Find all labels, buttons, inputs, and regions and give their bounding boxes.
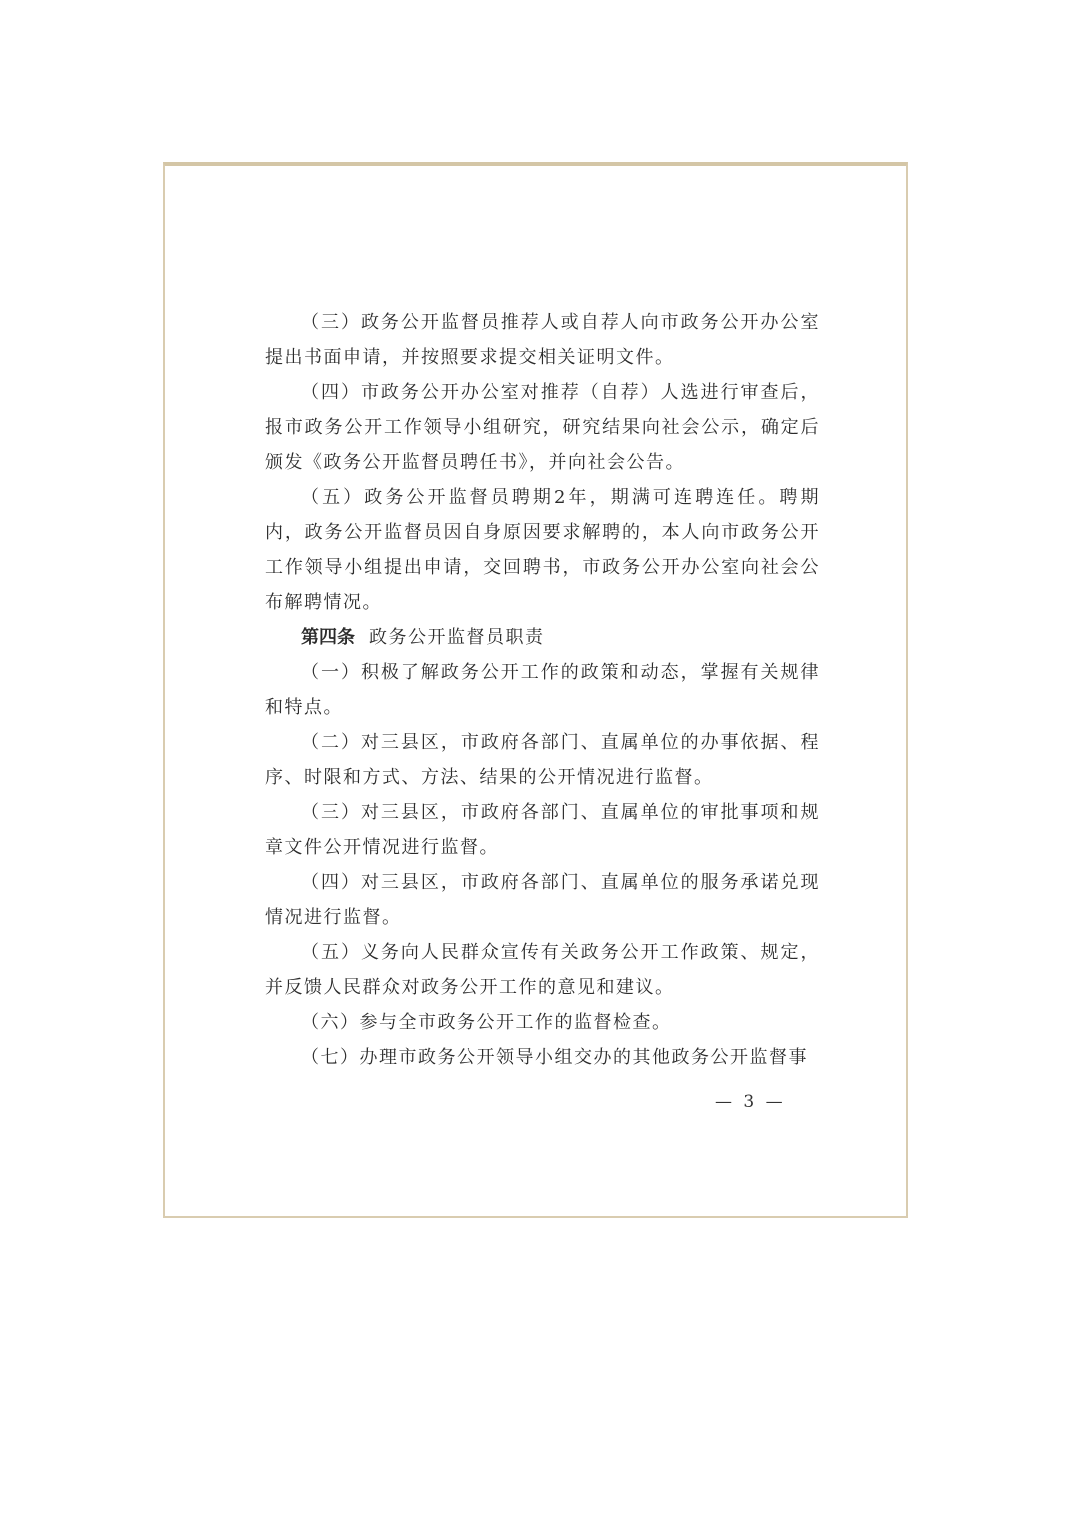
article-number: 第四条	[301, 627, 355, 648]
article-heading	[265, 620, 820, 655]
page-number: — 3 —	[715, 1092, 786, 1112]
duty-item-1: （一）积极了解政务公开工作的政策和动态，掌握有关规律和特点。	[265, 662, 820, 718]
duty-item-7: （七）办理市政务公开领导小组交办的其他政务公开监督事	[301, 1047, 808, 1068]
article-title: 政务公开监督员职责	[369, 627, 545, 648]
duty-item-3: （三）对三县区，市政府各部门、直属单位的审批事项和规章文件公开情况进行监督。	[265, 802, 820, 858]
duty-item-4: （四）对三县区，市政府各部门、直属单位的服务承诺兑现情况进行监督。	[265, 872, 820, 928]
duty-item-2: （二）对三县区，市政府各部门、直属单位的办事依据、程序、时限和方式、方法、结果的公开情况进行监督。	[265, 732, 820, 788]
paragraph-item-5: （五）政务公开监督员聘期2年，期满可连聘连任。聘期内，政务公开监督员因自身原因要求解聘的，本人向市政务公开工作领导小组提出申请，交回聘书，市政务公开办公室向社会公布解聘情况。	[265, 487, 820, 613]
document-body	[265, 305, 820, 1075]
paragraph-item-3: （三）政务公开监督员推荐人或自荐人向市政务公开办公室提出书面申请，并按照要求提交相关证明文件。	[265, 312, 820, 368]
duty-item-6: （六）参与全市政务公开工作的监督检查。	[301, 1012, 672, 1033]
paragraph-item-4: （四）市政务公开办公室对推荐（自荐）人选进行审查后，报市政务公开工作领导小组研究，研究结果向社会公示，确定后颁发《政务公开监督员聘任书》，并向社会公告。	[265, 382, 820, 473]
duty-item-5: （五）义务向人民群众宣传有关政务公开工作政策、规定，并反馈人民群众对政务公开工作的意见和建议。	[265, 942, 820, 998]
